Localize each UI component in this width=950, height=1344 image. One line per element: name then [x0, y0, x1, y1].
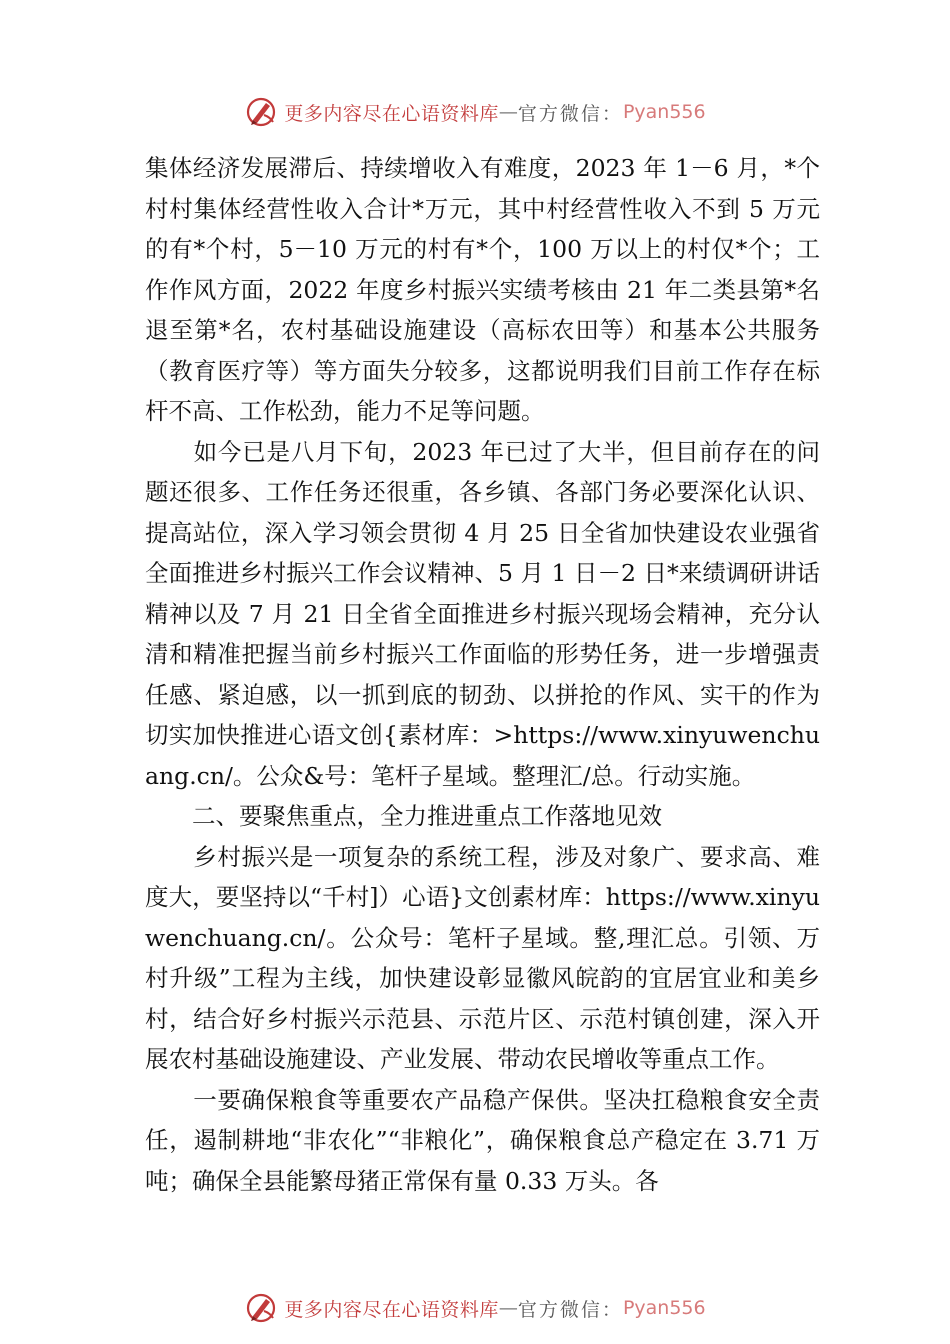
header-watermark-banner — [0, 92, 950, 132]
pen-logo-icon — [244, 95, 278, 129]
paragraph-2: 如今已是八月下旬，2023 年已过了大半，但目前存在的问题还很多、工作任务还很重，各乡镇、各部门务必要深化认识、提高站位，深入学习领会贯彻 4 月 25 日全省加快建设农业强省全面推进乡村振兴工作会议精神、5 月 1 日－2 日*来绩调研讲话精神以及 7 月 21 日全省全面推进乡村振兴现场会精神，充分认清和精准把握当前乡村振兴工作面临的形势任务，进一步增强责任感、紧迫感，以一抓到底的韧劲、以拼抢的作风、实干的作为切实加快推进心语文创{素材库：>https://www.xinyuwenchuang.cn/。公众&号：笔杆子星域。整理汇/总。行动实施。 — [145, 437, 820, 790]
footer-wechat-label: 官方微信： — [517, 1298, 623, 1321]
header-wechat-id: Pyan556 — [622, 101, 706, 123]
paragraph-4: 一要确保粮食等重要农产品稳产保供。坚决扛稳粮食安全责任，遏制耕地“非农化”“非粮化”，确保粮食总产稳定在 3.71 万吨；确保全县能繁母猪正常保有量 0.33 万头。各 — [145, 1085, 820, 1195]
footer-separator: — — [498, 1297, 518, 1319]
paragraph-1: 集体经济发展滞后、持续增收入有难度，2023 年 1－6 月，*个村村集体经营性收入合计*万元，其中村经营性收入不到 5 万元的有*个村，5－10 万元的村有*个，100 万以上的村仅*个；工作作风方面，2022 年度乡村振兴实绩考核由 21 年二类县第*名退至第*名，农村基础设施建设（高标农田等）和基本公共服务（教育医疗等）等方面失分较多，这都说明我们目前工作存在标杆不高、工作松劲，能力不足等问题。 — [145, 154, 820, 425]
header-wechat-label: 官方微信： — [517, 102, 623, 125]
header-separator: — — [498, 101, 518, 123]
footer-wechat-id: Pyan556 — [622, 1297, 706, 1319]
footer-site-text: 更多内容尽在心语资料库 — [284, 1298, 499, 1321]
header-site-text: 更多内容尽在心语资料库 — [284, 102, 499, 125]
paragraph-3: 乡村振兴是一项复杂的系统工程，涉及对象广、要求高、难度大，要坚持以“千村]）心语}文创素材库：https://www.xinyuwenchuang.cn/。公众号：笔杆子星域。整,理汇总。引领、万村升级”工程为主线，加快建设彰显徽风皖韵的宜居宜业和美乡村，结合好乡村振兴示范县、示范片区、示范村镇创建，深入开展农村基础设施建设、产业发展、带动农民增收等重点工作。 — [145, 842, 820, 1073]
pen-logo-icon — [244, 1291, 278, 1325]
footer-watermark-banner — [0, 1288, 950, 1328]
document-body — [145, 148, 820, 1201]
section-heading: 二、要聚焦重点，全力推进重点工作落地见效 — [145, 802, 662, 830]
